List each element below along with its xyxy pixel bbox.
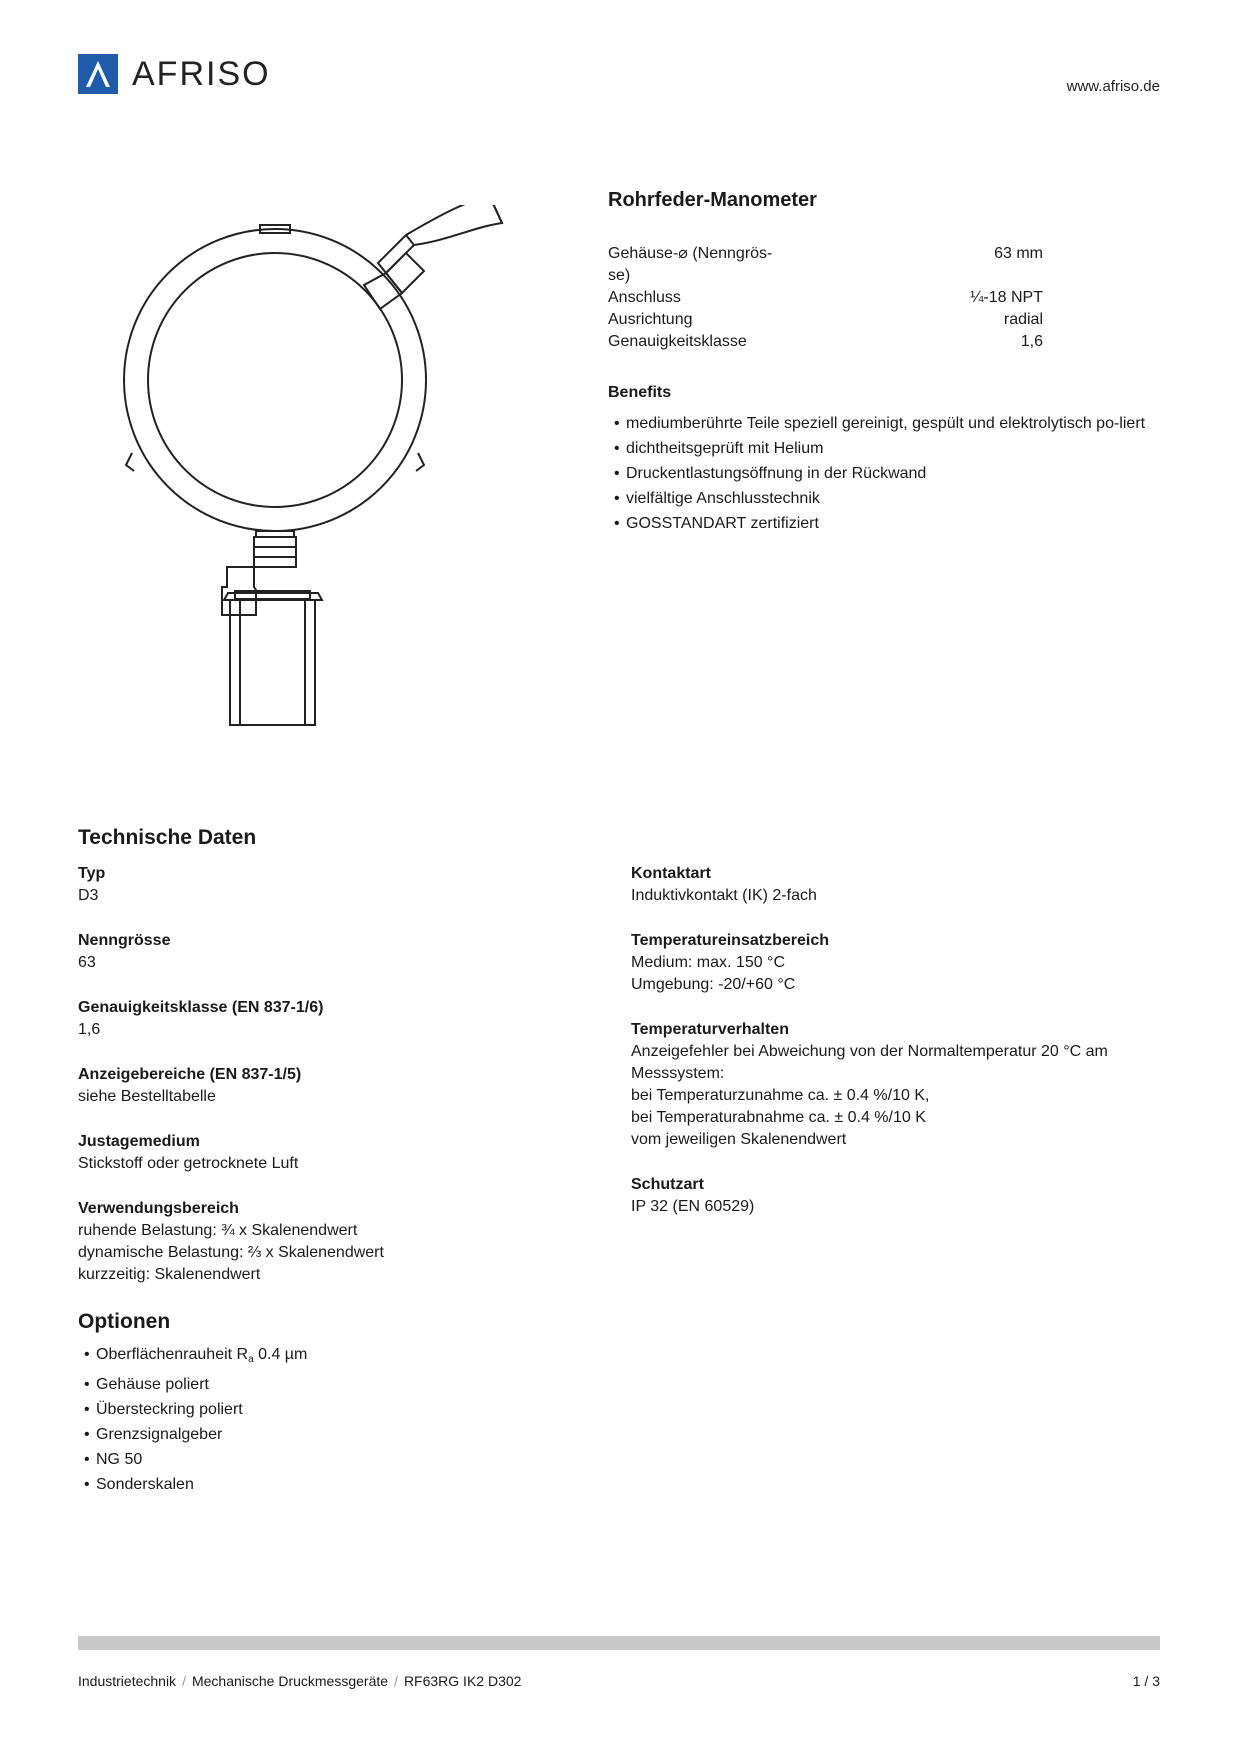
tech-value: siehe Bestelltabelle: [78, 1088, 216, 1105]
tech-value: 1,6: [78, 1021, 101, 1038]
tech-item-temperatureinsatzbereich: [631, 930, 1141, 996]
tech-item-verwendungsbereich: [78, 1198, 588, 1286]
spec-label: Anschluss: [608, 289, 681, 306]
tech-value: Medium: max. 150 °C: [631, 954, 786, 971]
afriso-logo-icon: [78, 54, 118, 94]
benefits-heading: Benefits: [608, 384, 672, 401]
benefits-list: [608, 414, 1148, 539]
footer-divider-bar: [78, 1636, 1160, 1650]
tech-label: Verwendungsbereich: [78, 1200, 239, 1217]
breadcrumb-item[interactable]: Industrietechnik: [78, 1673, 177, 1689]
spec-row: [608, 287, 1043, 309]
product-title: Rohrfeder-Manometer: [608, 189, 817, 211]
tech-item-typ: [78, 863, 588, 907]
spec-value: ¼-18 NPT: [970, 289, 1043, 306]
tech-value: Induktivkontakt (IK) 2-fach: [631, 887, 817, 904]
tech-item-justagemedium: [78, 1131, 588, 1175]
spec-value: 63 mm: [994, 245, 1043, 262]
tech-label: Anzeigebereiche (EN 837-1/5): [78, 1066, 302, 1083]
page-number: 1 / 3: [1132, 1673, 1160, 1689]
spec-row: [608, 309, 1043, 331]
tech-label: Kontaktart: [631, 865, 712, 882]
spec-label: Gehäuse-⌀ (Nenngrös-se): [608, 245, 773, 284]
spec-value: 1,6: [1020, 333, 1043, 350]
spec-row: [608, 331, 1043, 353]
benefit-item: • dichtheitsgeprüft mit Helium: [608, 439, 1148, 459]
spec-value: radial: [1003, 311, 1043, 328]
options-heading: Optionen: [78, 1310, 171, 1333]
tech-value: bei Temperaturabnahme ca. ± 0.4 %/10 K: [631, 1109, 926, 1126]
afriso-logo: [78, 52, 271, 96]
tech-value: Umgebung: -20/+60 °C: [631, 976, 796, 993]
breadcrumb-separator: /: [182, 1673, 186, 1689]
option-item: • Übersteckring poliert: [78, 1400, 307, 1420]
tech-label: Schutzart: [631, 1176, 704, 1193]
benefit-item: • GOSSTANDART zertifiziert: [608, 514, 1148, 534]
tech-value: ruhende Belastung: ¾ x Skalenendwert: [78, 1222, 358, 1239]
breadcrumb-separator: /: [394, 1673, 398, 1689]
benefit-item: • mediumberührte Teile speziell gereinigt, gespült und elektrolytisch po-liert: [608, 414, 1148, 434]
tech-label: Nenngrösse: [78, 932, 171, 949]
option-item: • Grenzsignalgeber: [78, 1425, 307, 1445]
tech-item-schutzart: [631, 1174, 1141, 1218]
option-item: • Gehäuse poliert: [78, 1375, 307, 1395]
tech-label: Temperaturverhalten: [631, 1021, 789, 1038]
website-link[interactable]: www.afriso.de: [1066, 78, 1160, 95]
tech-item-temperaturverhalten: [631, 1019, 1141, 1151]
tech-item-nenngroesse: [78, 930, 588, 974]
brand-name: AFRISO: [132, 54, 271, 93]
tech-label: Temperatureinsatzbereich: [631, 932, 829, 949]
benefit-item: • vielfältige Anschlusstechnik: [608, 489, 1148, 509]
options-list: [78, 1345, 307, 1500]
tech-value: 63: [78, 954, 96, 971]
manometer-drawing: [110, 205, 580, 745]
spec-label: Genauigkeitsklasse: [608, 333, 747, 350]
tech-item-kontaktart: [631, 863, 1141, 907]
option-item: • Oberflächenrauheit $R_a$ 0.4 µm: [78, 1345, 307, 1370]
tech-value: Anzeigefehler bei Abweichung von der Normaltemperatur 20 °C am: [631, 1043, 1108, 1060]
breadcrumb-item: RF63RG IK2 D302: [403, 1673, 522, 1689]
spec-table: [608, 243, 1043, 353]
tech-data-right-column: [631, 863, 1141, 1241]
tech-data-heading: Technische Daten: [78, 826, 257, 849]
breadcrumb: [78, 1673, 521, 1689]
tech-value: Messsystem:: [631, 1065, 725, 1082]
tech-value: IP 32 (EN 60529): [631, 1198, 755, 1215]
tech-label: Genauigkeitsklasse (EN 837-1/6): [78, 999, 324, 1016]
tech-label: Justagemedium: [78, 1133, 200, 1150]
option-item: • NG 50: [78, 1450, 307, 1470]
breadcrumb-item[interactable]: Mechanische Druckmessgeräte: [191, 1673, 389, 1689]
spec-row: [608, 243, 1043, 287]
tech-data-left-column: [78, 863, 588, 1309]
tech-label: Typ: [78, 865, 106, 882]
tech-value: vom jeweiligen Skalenendwert: [631, 1131, 847, 1148]
tech-value: dynamische Belastung: ⅔ x Skalenendwert: [78, 1244, 384, 1261]
tech-value: Stickstoff oder getrocknete Luft: [78, 1155, 299, 1172]
option-item: • Sonderskalen: [78, 1475, 307, 1495]
spec-label: Ausrichtung: [608, 311, 693, 328]
tech-value: D3: [78, 887, 99, 904]
benefit-item: • Druckentlastungsöffnung in der Rückwand: [608, 464, 1148, 484]
tech-value: bei Temperaturzunahme ca. ± 0.4 %/10 K,: [631, 1087, 930, 1104]
tech-item-anzeigebereiche: [78, 1064, 588, 1108]
tech-value: kurzzeitig: Skalenendwert: [78, 1266, 261, 1283]
tech-item-genauigkeitsklasse: [78, 997, 588, 1041]
